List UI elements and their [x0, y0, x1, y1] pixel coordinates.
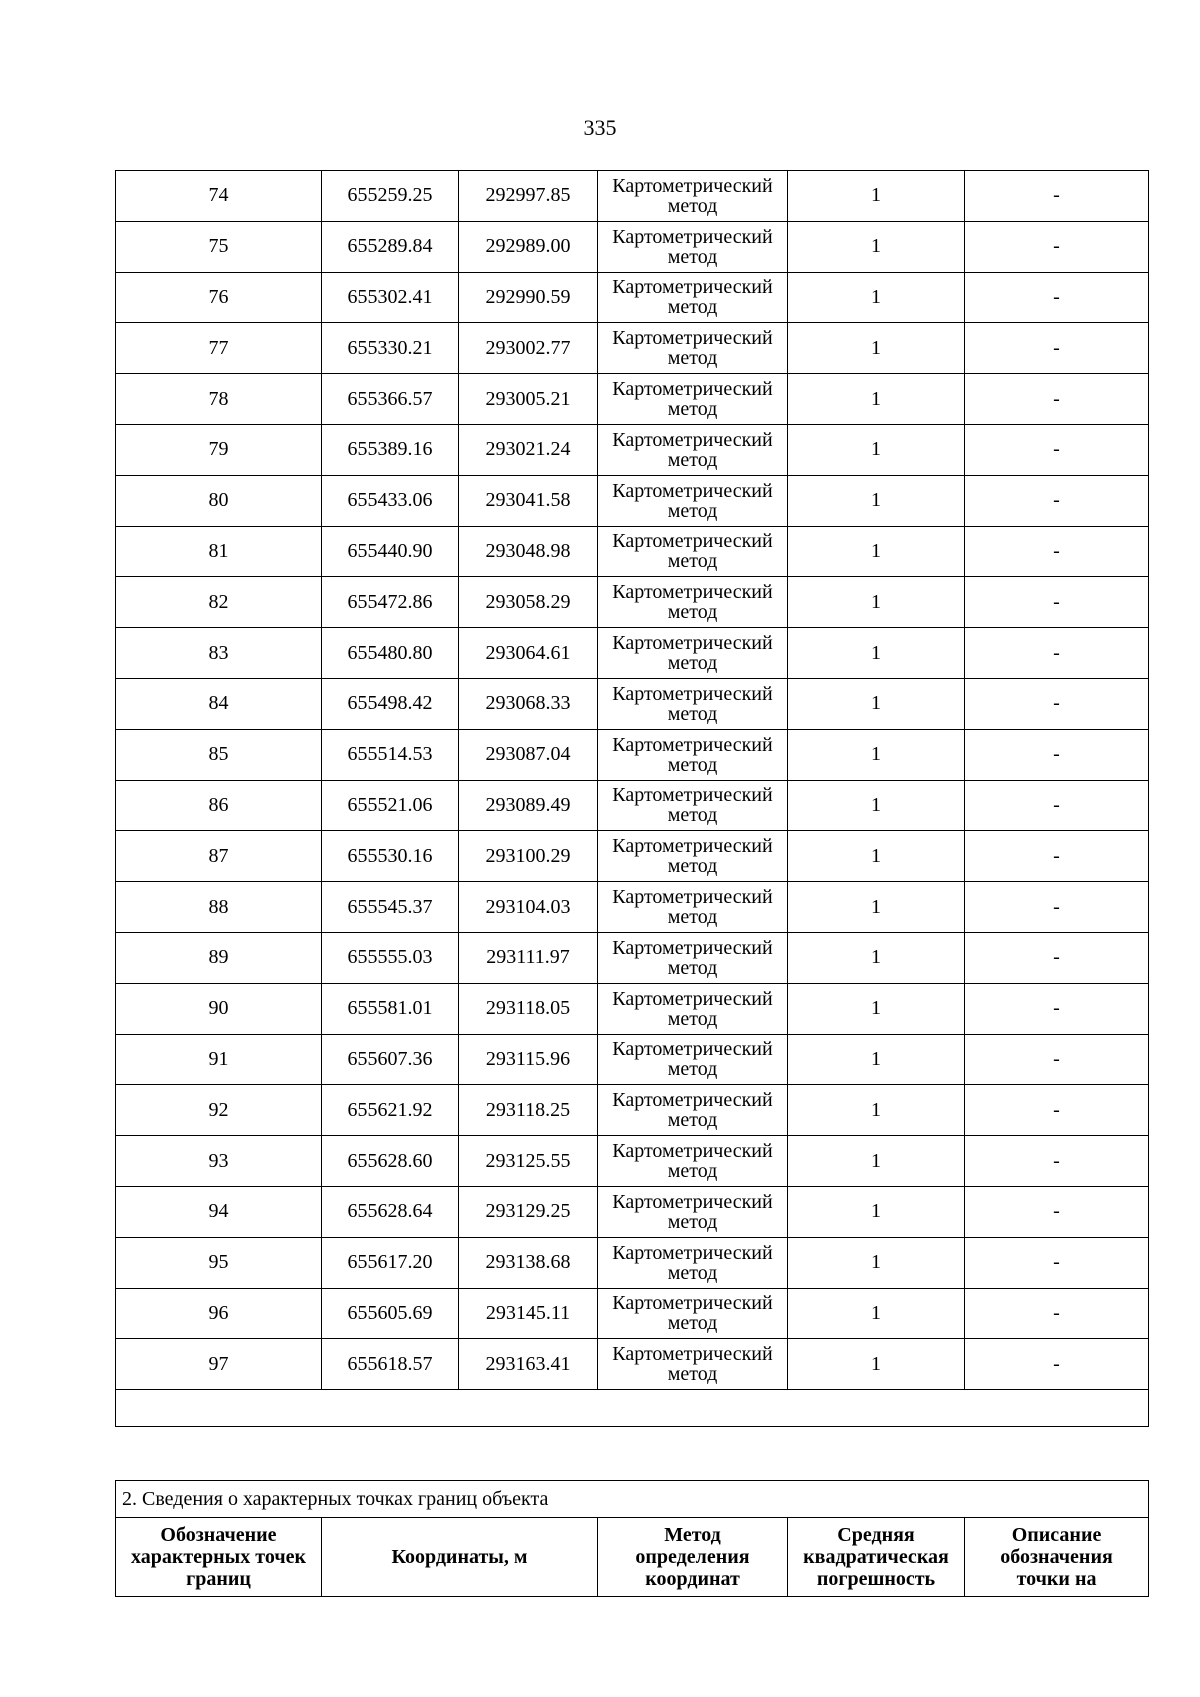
method-cell: [598, 526, 788, 577]
x-coordinate-cell: 655480.80: [322, 628, 459, 679]
table-row: [116, 374, 1149, 425]
y-coordinate-cell: 293005.21: [459, 374, 598, 425]
section2-header-row: [116, 1518, 1149, 1597]
description-cell: -: [965, 628, 1149, 679]
x-coordinate-cell: 655617.20: [322, 1237, 459, 1288]
description-cell: -: [965, 932, 1149, 983]
description-cell: -: [965, 831, 1149, 882]
point-number-cell: 82: [116, 577, 322, 628]
y-coordinate-cell: 293087.04: [459, 729, 598, 780]
x-coordinate-cell: 655555.03: [322, 932, 459, 983]
point-number-cell: 78: [116, 374, 322, 425]
header-method-line3: координат: [645, 1568, 740, 1590]
point-number-cell: 74: [116, 171, 322, 222]
section2-table: [115, 1480, 1149, 1597]
x-coordinate-cell: 655605.69: [322, 1288, 459, 1339]
point-number-cell: 77: [116, 323, 322, 374]
description-cell: -: [965, 221, 1149, 272]
method-line2: метод: [667, 1210, 718, 1233]
coordinates-table: [115, 170, 1149, 1427]
method-line2: метод: [667, 1007, 718, 1030]
x-coordinate-cell: 655545.37: [322, 882, 459, 933]
method-cell: [598, 1288, 788, 1339]
y-coordinate-cell: 293163.41: [459, 1339, 598, 1390]
method-line1: Картометрический: [612, 1292, 773, 1315]
method-line1: Картометрический: [612, 530, 773, 553]
y-coordinate-cell: 293145.11: [459, 1288, 598, 1339]
header-method-line1: Метод: [664, 1524, 721, 1546]
header-error-line2: квадратическая: [803, 1546, 949, 1568]
y-coordinate-cell: 293111.97: [459, 932, 598, 983]
method-line2: метод: [667, 956, 718, 979]
error-cell: 1: [788, 831, 965, 882]
point-number-cell: 83: [116, 628, 322, 679]
table-row: [116, 221, 1149, 272]
table-row: [116, 1339, 1149, 1390]
header-desc-line2: обозначения: [1000, 1546, 1113, 1568]
description-cell: -: [965, 171, 1149, 222]
error-cell: 1: [788, 1034, 965, 1085]
x-coordinate-cell: 655366.57: [322, 374, 459, 425]
method-line2: метод: [667, 448, 718, 471]
error-cell: 1: [788, 932, 965, 983]
point-number-cell: 76: [116, 272, 322, 323]
method-line2: метод: [667, 753, 718, 776]
error-cell: 1: [788, 780, 965, 831]
point-number-cell: 93: [116, 1136, 322, 1187]
method-line1: Картометрический: [612, 1241, 773, 1264]
y-coordinate-cell: 293058.29: [459, 577, 598, 628]
description-cell: -: [965, 374, 1149, 425]
description-cell: -: [965, 526, 1149, 577]
method-line1: Картометрический: [612, 1140, 773, 1163]
error-cell: 1: [788, 1136, 965, 1187]
description-cell: -: [965, 424, 1149, 475]
error-cell: 1: [788, 1085, 965, 1136]
x-coordinate-cell: 655302.41: [322, 272, 459, 323]
method-line1: Картометрический: [612, 174, 773, 197]
y-coordinate-cell: 293068.33: [459, 678, 598, 729]
description-cell: -: [965, 983, 1149, 1034]
method-cell: [598, 932, 788, 983]
method-cell: [598, 221, 788, 272]
description-cell: -: [965, 678, 1149, 729]
method-cell: [598, 628, 788, 679]
method-line2: метод: [667, 652, 718, 675]
method-line1: Картометрический: [612, 682, 773, 705]
error-cell: 1: [788, 374, 965, 425]
y-coordinate-cell: 293118.05: [459, 983, 598, 1034]
method-line2: метод: [667, 1363, 718, 1386]
y-coordinate-cell: 292990.59: [459, 272, 598, 323]
description-cell: -: [965, 577, 1149, 628]
table-row: [116, 1136, 1149, 1187]
x-coordinate-cell: 655607.36: [322, 1034, 459, 1085]
description-cell: -: [965, 1085, 1149, 1136]
description-cell: -: [965, 475, 1149, 526]
method-line1: Картометрический: [612, 1038, 773, 1061]
description-cell: -: [965, 1186, 1149, 1237]
x-coordinate-cell: 655514.53: [322, 729, 459, 780]
point-number-cell: 95: [116, 1237, 322, 1288]
method-line2: метод: [667, 1160, 718, 1183]
x-coordinate-cell: 655628.64: [322, 1186, 459, 1237]
method-cell: [598, 1186, 788, 1237]
table-row: [116, 424, 1149, 475]
description-cell: -: [965, 1136, 1149, 1187]
x-coordinate-cell: 655621.92: [322, 1085, 459, 1136]
y-coordinate-cell: 292997.85: [459, 171, 598, 222]
method-cell: [598, 831, 788, 882]
error-cell: 1: [788, 628, 965, 679]
y-coordinate-cell: 293125.55: [459, 1136, 598, 1187]
x-coordinate-cell: 655389.16: [322, 424, 459, 475]
method-cell: [598, 882, 788, 933]
x-coordinate-cell: 655433.06: [322, 475, 459, 526]
header-method-line2: определения: [635, 1546, 750, 1568]
x-coordinate-cell: 655289.84: [322, 221, 459, 272]
x-coordinate-cell: 655521.06: [322, 780, 459, 831]
x-coordinate-cell: 655259.25: [322, 171, 459, 222]
description-cell: -: [965, 729, 1149, 780]
method-line1: Картометрический: [612, 276, 773, 299]
method-cell: [598, 272, 788, 323]
error-cell: 1: [788, 1186, 965, 1237]
y-coordinate-cell: 293115.96: [459, 1034, 598, 1085]
description-cell: -: [965, 1237, 1149, 1288]
y-coordinate-cell: 293021.24: [459, 424, 598, 475]
point-number-cell: 91: [116, 1034, 322, 1085]
x-coordinate-cell: 655618.57: [322, 1339, 459, 1390]
error-cell: 1: [788, 424, 965, 475]
description-cell: -: [965, 882, 1149, 933]
error-cell: 1: [788, 221, 965, 272]
method-line1: Картометрический: [612, 632, 773, 655]
y-coordinate-cell: 293100.29: [459, 831, 598, 882]
method-line1: Картометрический: [612, 784, 773, 807]
table-row: [116, 1186, 1149, 1237]
method-line1: Картометрический: [612, 225, 773, 248]
point-number-cell: 87: [116, 831, 322, 882]
method-cell: [598, 729, 788, 780]
error-cell: 1: [788, 882, 965, 933]
method-line2: метод: [667, 499, 718, 522]
method-cell: [598, 678, 788, 729]
method-line1: Картометрический: [612, 378, 773, 401]
method-cell: [598, 374, 788, 425]
y-coordinate-cell: 293138.68: [459, 1237, 598, 1288]
method-line1: Картометрический: [612, 733, 773, 756]
method-line2: метод: [667, 601, 718, 624]
error-cell: 1: [788, 577, 965, 628]
method-line2: метод: [667, 194, 718, 217]
description-cell: -: [965, 1034, 1149, 1085]
method-line1: Картометрический: [612, 936, 773, 959]
description-cell: -: [965, 272, 1149, 323]
method-cell: [598, 1237, 788, 1288]
y-coordinate-cell: 293041.58: [459, 475, 598, 526]
y-coordinate-cell: 292989.00: [459, 221, 598, 272]
method-line2: метод: [667, 398, 718, 421]
y-coordinate-cell: 293064.61: [459, 628, 598, 679]
header-error-line1: Средняя: [837, 1524, 915, 1546]
point-number-cell: 84: [116, 678, 322, 729]
method-cell: [598, 1339, 788, 1390]
method-line2: метод: [667, 1109, 718, 1132]
empty-cell: [116, 1390, 1149, 1427]
method-cell: [598, 577, 788, 628]
point-number-cell: 86: [116, 780, 322, 831]
table-row: [116, 577, 1149, 628]
section2-title: 2. Сведения о характерных точках границ объекта: [116, 1481, 1149, 1518]
point-number-cell: 97: [116, 1339, 322, 1390]
table-row: [116, 983, 1149, 1034]
method-line2: метод: [667, 804, 718, 827]
method-cell: [598, 1034, 788, 1085]
error-cell: 1: [788, 1288, 965, 1339]
table-row: [116, 780, 1149, 831]
y-coordinate-cell: 293089.49: [459, 780, 598, 831]
point-number-cell: 75: [116, 221, 322, 272]
method-line2: метод: [667, 906, 718, 929]
table-row: [116, 323, 1149, 374]
table-row: [116, 1237, 1149, 1288]
section2-title-row: [116, 1481, 1149, 1518]
header-point-line2: характерных точек: [130, 1546, 307, 1568]
method-line1: Картометрический: [612, 1190, 773, 1213]
x-coordinate-cell: 655581.01: [322, 983, 459, 1034]
error-cell: 1: [788, 1237, 965, 1288]
description-cell: -: [965, 1339, 1149, 1390]
error-cell: 1: [788, 323, 965, 374]
table-row: [116, 1034, 1149, 1085]
description-cell: -: [965, 780, 1149, 831]
method-line1: Картометрический: [612, 327, 773, 350]
point-number-cell: 81: [116, 526, 322, 577]
error-cell: 1: [788, 526, 965, 577]
error-cell: 1: [788, 678, 965, 729]
method-line2: метод: [667, 245, 718, 268]
table-row: [116, 729, 1149, 780]
point-number-cell: 80: [116, 475, 322, 526]
y-coordinate-cell: 293104.03: [459, 882, 598, 933]
table-row: [116, 932, 1149, 983]
error-cell: 1: [788, 729, 965, 780]
x-coordinate-cell: 655330.21: [322, 323, 459, 374]
method-cell: [598, 475, 788, 526]
point-number-cell: 96: [116, 1288, 322, 1339]
method-line1: Картометрический: [612, 581, 773, 604]
error-cell: 1: [788, 1339, 965, 1390]
method-line1: Картометрический: [612, 479, 773, 502]
method-line1: Картометрический: [612, 1343, 773, 1366]
method-cell: [598, 1136, 788, 1187]
header-coordinates: Координаты, м: [322, 1518, 598, 1597]
table-row: [116, 171, 1149, 222]
method-cell: [598, 1085, 788, 1136]
point-number-cell: 92: [116, 1085, 322, 1136]
method-line1: Картометрический: [612, 886, 773, 909]
method-line2: метод: [667, 1261, 718, 1284]
method-cell: [598, 171, 788, 222]
error-cell: 1: [788, 983, 965, 1034]
method-line2: метод: [667, 296, 718, 319]
point-number-cell: 88: [116, 882, 322, 933]
table-row: [116, 678, 1149, 729]
method-line2: метод: [667, 347, 718, 370]
y-coordinate-cell: 293002.77: [459, 323, 598, 374]
header-desc-line3: точки на: [1016, 1568, 1097, 1590]
table-row: [116, 475, 1149, 526]
table-row: [116, 1288, 1149, 1339]
method-cell: [598, 424, 788, 475]
method-line2: метод: [667, 1058, 718, 1081]
header-point-designation: [116, 1518, 322, 1597]
x-coordinate-cell: 655440.90: [322, 526, 459, 577]
point-number-cell: 85: [116, 729, 322, 780]
method-line2: метод: [667, 1312, 718, 1335]
table-row: [116, 882, 1149, 933]
x-coordinate-cell: 655628.60: [322, 1136, 459, 1187]
method-line2: метод: [667, 702, 718, 725]
x-coordinate-cell: 655472.86: [322, 577, 459, 628]
method-cell: [598, 323, 788, 374]
header-method: [598, 1518, 788, 1597]
error-cell: 1: [788, 475, 965, 526]
header-desc-line1: Описание: [1011, 1524, 1102, 1546]
point-number-cell: 90: [116, 983, 322, 1034]
table-row: [116, 831, 1149, 882]
header-error-line3: погрешность: [816, 1568, 936, 1590]
x-coordinate-cell: 655530.16: [322, 831, 459, 882]
method-line1: Картометрический: [612, 1089, 773, 1112]
header-description: [965, 1518, 1149, 1597]
method-line2: метод: [667, 550, 718, 573]
method-line2: метод: [667, 855, 718, 878]
table-row: [116, 526, 1149, 577]
empty-row: [116, 1390, 1149, 1427]
point-number-cell: 94: [116, 1186, 322, 1237]
page-number: 335: [583, 115, 617, 140]
error-cell: 1: [788, 272, 965, 323]
method-cell: [598, 983, 788, 1034]
table-row: [116, 628, 1149, 679]
y-coordinate-cell: 293048.98: [459, 526, 598, 577]
description-cell: -: [965, 323, 1149, 374]
point-number-cell: 79: [116, 424, 322, 475]
y-coordinate-cell: 293118.25: [459, 1085, 598, 1136]
method-line1: Картометрический: [612, 987, 773, 1010]
y-coordinate-cell: 293129.25: [459, 1186, 598, 1237]
header-point-line1: Обозначение: [160, 1524, 277, 1546]
coordinates-table-body: [116, 171, 1149, 1427]
error-cell: 1: [788, 171, 965, 222]
x-coordinate-cell: 655498.42: [322, 678, 459, 729]
header-error: [788, 1518, 965, 1597]
method-line1: Картометрический: [612, 835, 773, 858]
header-point-line3: границ: [186, 1568, 251, 1590]
table-row: [116, 1085, 1149, 1136]
table-row: [116, 272, 1149, 323]
method-cell: [598, 780, 788, 831]
point-number-cell: 89: [116, 932, 322, 983]
method-line1: Картометрический: [612, 428, 773, 451]
description-cell: -: [965, 1288, 1149, 1339]
